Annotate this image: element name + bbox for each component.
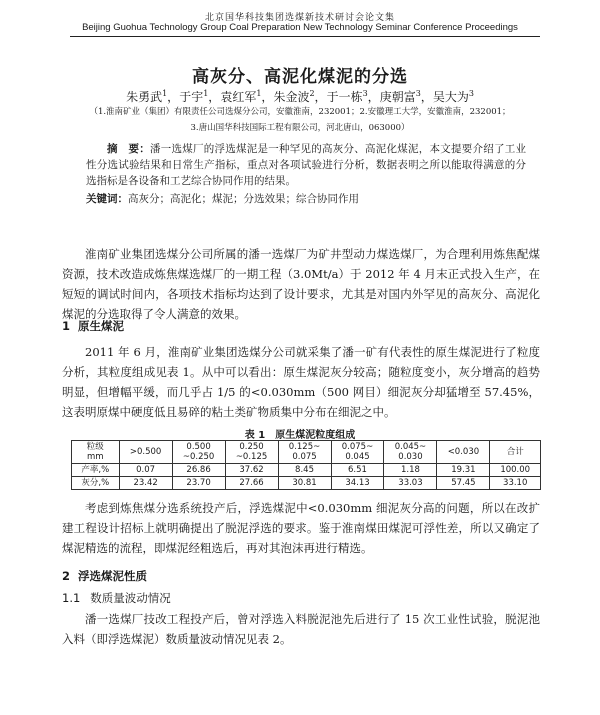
table-cell: 37.62 bbox=[225, 464, 278, 477]
table-column-header: 0.250 ~0.125 bbox=[225, 441, 278, 464]
table-header-row bbox=[72, 441, 541, 464]
intro-paragraph: 淮南矿业集团选煤分公司所属的潘一选煤厂为矿井型动力煤选煤厂，为合理利用炼焦配煤资源，技术改造成炼焦煤选煤厂的一期工程（3.0Mt/a）于 2012 年 4 月末正式投入生产，在短短的调试时间内，各项技术指标均达到了设计要求，尤其是对国内外罕见的高灰分、高泥化煤泥的分选取得了令人满意的效果。 bbox=[62, 247, 540, 321]
subsection-2-1-paragraph: 潘一选煤厂技改工程投产后，曾对浮选入料脱泥池先后进行了 15 次工业性试验，脱泥池入料（即浮选煤泥）数质量波动情况见表 2。 bbox=[62, 612, 540, 646]
table-column-header: 合计 bbox=[490, 441, 541, 464]
author-name: 朱勇武 bbox=[126, 90, 163, 104]
table-column-header: 0.500 ~0.250 bbox=[172, 441, 225, 464]
author-name: 于宇 bbox=[179, 90, 204, 104]
author-name: 于一栋 bbox=[326, 90, 363, 104]
table-header-label: 粒级 mm bbox=[72, 441, 120, 464]
section-1-number: 1 bbox=[62, 319, 71, 333]
author-affiliation-marker: 2 bbox=[309, 89, 315, 98]
table-1-caption: 表 1 原生煤泥粒度组成 bbox=[244, 430, 356, 441]
table-cell: 100.00 bbox=[490, 464, 541, 477]
section-1-title: 原生煤泥 bbox=[78, 319, 125, 333]
author-name: 吴大为 bbox=[432, 90, 469, 104]
table-row-label: 灰分,% bbox=[72, 477, 120, 490]
table-column-header: <0.030 bbox=[437, 441, 490, 464]
table-cell: 6.51 bbox=[331, 464, 384, 477]
table-cell: 34.13 bbox=[331, 477, 384, 490]
author-name: 庚朝富 bbox=[379, 90, 416, 104]
author-affiliation-marker: 1 bbox=[162, 89, 168, 98]
author-list: 朱勇武$^1$，于宇$^1$，袁红军$^1$，朱金波$^2$，于一栋$^3$，庚朝富$^3$，吴大为$^3$ bbox=[126, 89, 474, 104]
author-affiliation-marker: 1 bbox=[256, 89, 262, 98]
table-column-header: >0.500 bbox=[119, 441, 172, 464]
table-cell: 0.07 bbox=[119, 464, 172, 477]
table-column-header: 0.125~ 0.075 bbox=[278, 441, 331, 464]
section-1-heading bbox=[62, 318, 124, 334]
paper-title: 高灰分、高泥化煤泥的分选 bbox=[192, 67, 408, 87]
after-table-paragraph: 考虑到炼焦煤分选系统投产后，浮选煤泥中<0.030mm 细泥灰分高的问题，所以在改扩建工程设计招标上就明确提出了脱泥浮选的要求。鉴于淮南煤田煤泥可浮性差，所以又确定了煤泥精选的流程，即煤泥经粗选后，再对其泡沫再进行精选。 bbox=[62, 501, 540, 555]
author-affiliation-marker: 3 bbox=[415, 89, 421, 98]
subsection-2-1-title: 数质量波动情况 bbox=[90, 591, 171, 605]
table-cell: 23.70 bbox=[172, 477, 225, 490]
table-row-label: 产率,% bbox=[72, 464, 120, 477]
subsection-2-1-number: 1.1 bbox=[62, 591, 81, 605]
keywords-label: 关键词： bbox=[86, 193, 128, 205]
keywords-text: 高灰分；高泥化；煤泥；分选效果；综合协同作用 bbox=[128, 193, 359, 205]
abstract bbox=[86, 141, 526, 189]
table-cell: 23.42 bbox=[119, 477, 172, 490]
table-cell: 1.18 bbox=[384, 464, 437, 477]
table-cell: 8.45 bbox=[278, 464, 331, 477]
author-name: 袁红军 bbox=[220, 90, 257, 104]
author-name: 朱金波 bbox=[273, 90, 310, 104]
affiliation-line-1: （1.淮南矿业（集团）有限责任公司选煤分公司，安徽淮南，232001；2.安徽理工大学，安徽淮南，232001； bbox=[89, 107, 511, 117]
affiliation-line-2: 3.唐山国华科技国际工程有限公司，河北唐山，063000） bbox=[190, 123, 410, 133]
running-header-cn: 北京国华科技集团选煤新技术研讨会论文集 bbox=[204, 13, 395, 23]
table-cell: 57.45 bbox=[437, 477, 490, 490]
table-cell: 26.86 bbox=[172, 464, 225, 477]
table-cell: 30.81 bbox=[278, 477, 331, 490]
keywords bbox=[86, 191, 526, 207]
table-column-header: 0.075~ 0.045 bbox=[331, 441, 384, 464]
author-affiliation-marker: 3 bbox=[362, 89, 368, 98]
table-cell: 33.10 bbox=[490, 477, 541, 490]
running-header-en: Beijing Guohua Technology Group Coal Preparation New Technology Seminar Conference Proceedings bbox=[82, 22, 518, 33]
abstract-label: 摘 要： bbox=[107, 143, 150, 155]
table-row bbox=[72, 477, 541, 490]
author-affiliation-marker: 1 bbox=[203, 89, 209, 98]
header-rule bbox=[70, 36, 540, 37]
author-affiliation-marker: 3 bbox=[468, 89, 474, 98]
table-cell: 33.03 bbox=[384, 477, 437, 490]
section-2-title: 浮选煤泥性质 bbox=[78, 569, 148, 583]
section-2-heading bbox=[62, 568, 147, 584]
table-column-header: 0.045~ 0.030 bbox=[384, 441, 437, 464]
subsection-2-1-heading bbox=[62, 590, 171, 606]
section-2-number: 2 bbox=[62, 569, 71, 583]
table-row bbox=[72, 464, 541, 477]
abstract-text: 潘一选煤厂的浮选煤泥是一种罕见的高灰分、高泥化煤泥，本文提要介绍了工业性分选试验结果和日常生产指标，重点对各项试验进行分析，数据表明之所以能取得满意的分选指标是各设备和工艺综合协同作用的结果。 bbox=[86, 143, 526, 187]
section-1-paragraph: 2011 年 6 月，淮南矿业集团选煤分公司就采集了潘一矿有代表性的原生煤泥进行了粒度分析，其粒度组成见表 1。从中可以看出：原生煤泥灰分较高；随粒度变小，灰分增高的趋势明显，但增幅平缓，而几乎占 1/5 的<0.030mm（500 网目）细泥灰分却猛增至 57.45%，这表明原煤中硬度低且易碎的粘土类矿物质集中分布在细泥之中。 bbox=[62, 345, 540, 419]
table-cell: 27.66 bbox=[225, 477, 278, 490]
table-cell: 19.31 bbox=[437, 464, 490, 477]
table-1 bbox=[71, 440, 541, 490]
